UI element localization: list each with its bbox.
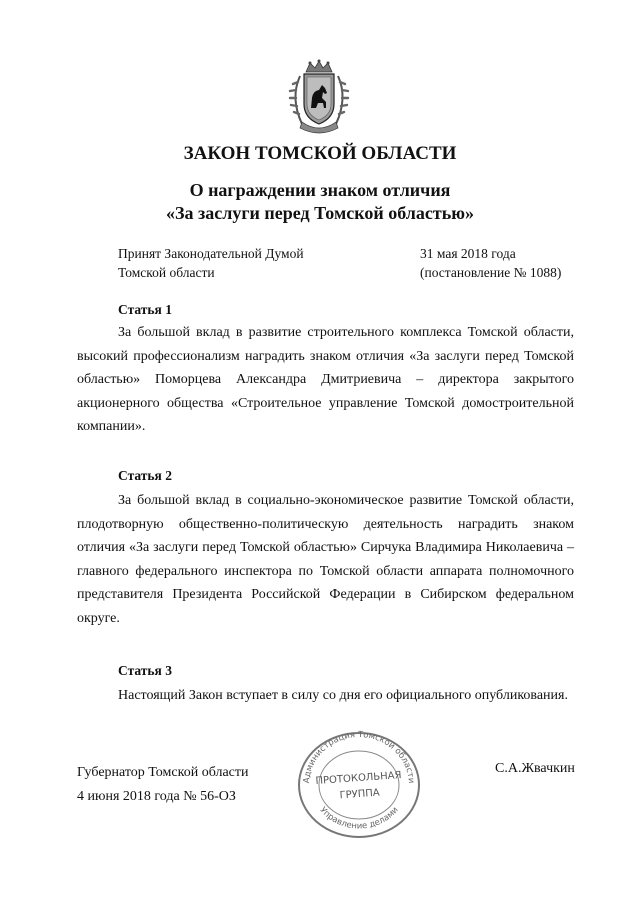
signatory-name: С.А.Жвачкин bbox=[495, 761, 575, 776]
law-title: ЗАКОН ТОМСКОЙ ОБЛАСТИ bbox=[183, 143, 457, 164]
law-subtitle-line2: «За заслуги перед Томской областью» bbox=[166, 203, 474, 223]
adoption-by-line1: Принят Законодательной Думой bbox=[118, 246, 304, 261]
stamp-center-line2: ГРУППА bbox=[339, 787, 381, 802]
law-subtitle-line1: О награждении знаком отличия bbox=[189, 180, 451, 200]
article-3-heading: Статья 3 bbox=[118, 663, 172, 678]
svg-text:Управление делами bbox=[317, 805, 400, 831]
adoption-date: 31 мая 2018 года bbox=[420, 246, 516, 261]
article-2-heading: Статья 2 bbox=[118, 468, 172, 483]
stamp-center-line1: ПРОТОКОЛЬНАЯ bbox=[315, 770, 402, 788]
adoption-body bbox=[118, 244, 304, 282]
stamp-ring-bottom-text: Управление делами bbox=[317, 805, 401, 832]
signatory-position: Губернатор Томской области bbox=[77, 765, 249, 780]
adoption-resolution: (постановление № 1088) bbox=[420, 265, 562, 280]
article-3-text: Настоящий Закон вступает в силу со дня его официального опубликования. bbox=[118, 688, 568, 703]
stamp-ring-top-text: Администрация Томской области bbox=[301, 729, 417, 784]
law-date-number: 4 июня 2018 года № 56-ОЗ bbox=[77, 789, 236, 804]
official-stamp bbox=[293, 727, 425, 839]
article-2-text: За большой вклад в социально-экономическое развитие Томской области, плодотворную общественно-политическую деятельность наградить знаком отличия «За заслуги перед Томской областью» Сирчука Владимира Николаевича – главного федерального инспектора по Томской области аппарата полномочного представителя Президента Российской Федерации в Сибирском федеральном округе. bbox=[77, 493, 574, 626]
coat-of-arms-emblem bbox=[288, 58, 350, 138]
signature-block bbox=[77, 761, 249, 809]
article-1-heading: Статья 1 bbox=[118, 302, 172, 317]
article-1-text: За большой вклад в развитие строительного комплекса Томской области, высокий профессионализм наградить знаком отличия «За заслуги перед Томской областью» Поморцева Александра Дмитриевича – директора закрытого акционерного общества «Строительное управление Томской домостроительной компании». bbox=[77, 325, 574, 434]
adoption-details bbox=[420, 244, 561, 282]
adoption-by-line2: Томской области bbox=[118, 265, 215, 280]
